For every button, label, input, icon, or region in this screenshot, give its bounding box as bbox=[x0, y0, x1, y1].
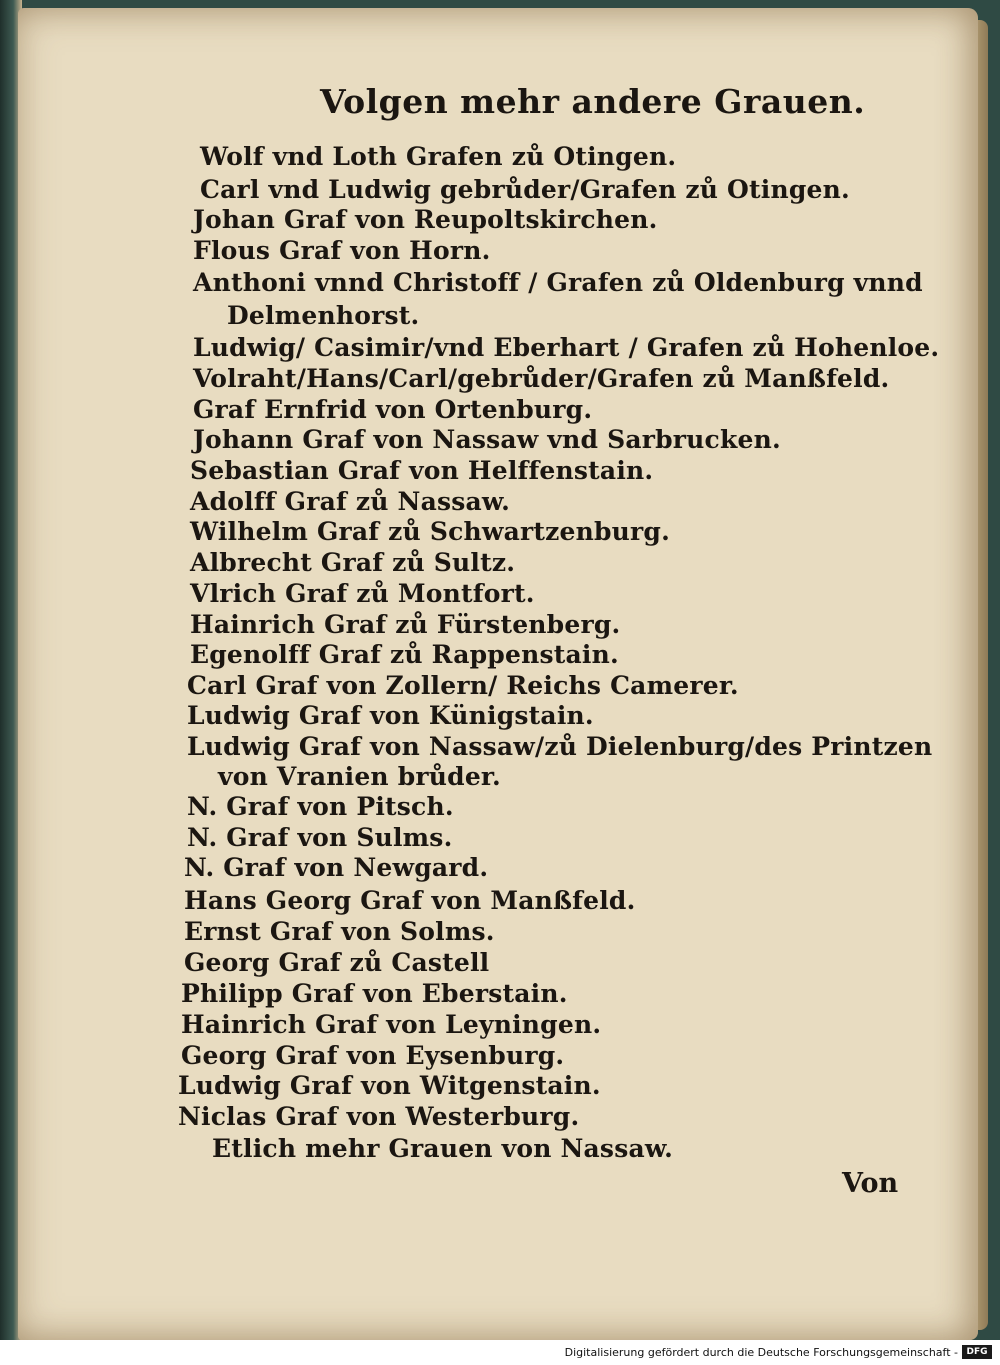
entry-line: Etlich mehr Grauen von Nassaw. bbox=[212, 1134, 673, 1163]
dfg-logo-icon: DFG bbox=[962, 1345, 992, 1359]
entry-line: Ernst Graf von Solms. bbox=[184, 917, 495, 946]
entry-line: Hans Georg Graf von Manßfeld. bbox=[184, 886, 636, 915]
entry-line: Johan Graf von Reupoltskirchen. bbox=[193, 205, 658, 234]
entry-line: Albrecht Graf zů Sultz. bbox=[190, 548, 516, 577]
entry-line: Volraht/Hans/Carl/gebrůder/Grafen zů Manßfeld. bbox=[193, 364, 890, 393]
entry-line: Vlrich Graf zů Montfort. bbox=[190, 579, 535, 608]
page-heading: Volgen mehr andere Grauen. bbox=[320, 82, 866, 121]
entry-line: Graf Ernfrid von Ortenburg. bbox=[193, 395, 593, 424]
entry-line: N. Graf von Newgard. bbox=[184, 853, 489, 882]
entry-line: Hainrich Graf zů Fürstenberg. bbox=[190, 610, 621, 639]
entry-line: N. Graf von Sulms. bbox=[187, 823, 453, 852]
footer-credit: Digitalisierung gefördert durch die Deutsche Forschungsgemeinschaft - bbox=[564, 1346, 958, 1359]
entry-line: Georg Graf zů Castell bbox=[184, 948, 490, 977]
entry-line: Georg Graf von Eysenburg. bbox=[181, 1041, 565, 1070]
entry-line: Ludwig Graf von Nassaw/zů Dielenburg/des Printzen bbox=[187, 732, 933, 761]
entry-line: von Vranien brůder. bbox=[218, 762, 501, 791]
entry-line: Adolff Graf zů Nassaw. bbox=[190, 487, 511, 516]
entry-line: Flous Graf von Horn. bbox=[193, 236, 491, 265]
entry-line: Niclas Graf von Westerburg. bbox=[178, 1102, 580, 1131]
entry-line: Sebastian Graf von Helffenstain. bbox=[190, 456, 654, 485]
entry-line: Carl Graf von Zollern/ Reichs Camerer. bbox=[187, 671, 739, 700]
entry-line: Anthoni vnnd Christoff / Grafen zů Oldenburg vnnd bbox=[193, 268, 923, 297]
entry-line: Hainrich Graf von Leyningen. bbox=[181, 1010, 602, 1039]
footer-bar bbox=[0, 1340, 1000, 1365]
catchword: Von bbox=[842, 1168, 899, 1199]
entry-line: Egenolff Graf zů Rappenstain. bbox=[190, 640, 619, 669]
entry-line: Ludwig Graf von Witgenstain. bbox=[178, 1071, 601, 1100]
entry-line: N. Graf von Pitsch. bbox=[187, 792, 454, 821]
entry-line: Ludwig/ Casimir/vnd Eberhart / Grafen zů Hohenloe. bbox=[193, 333, 940, 362]
entry-line: Delmenhorst. bbox=[227, 301, 420, 330]
entry-line: Carl vnd Ludwig gebrůder/Grafen zů Otingen. bbox=[200, 175, 850, 204]
entry-line: Wilhelm Graf zů Schwartzenburg. bbox=[190, 517, 671, 546]
entry-line: Johann Graf von Nassaw vnd Sarbrucken. bbox=[193, 425, 781, 454]
entry-line: Philipp Graf von Eberstain. bbox=[181, 979, 568, 1008]
entry-line: Wolf vnd Loth Grafen zů Otingen. bbox=[200, 142, 677, 171]
entry-line: Ludwig Graf von Künigstain. bbox=[187, 701, 594, 730]
